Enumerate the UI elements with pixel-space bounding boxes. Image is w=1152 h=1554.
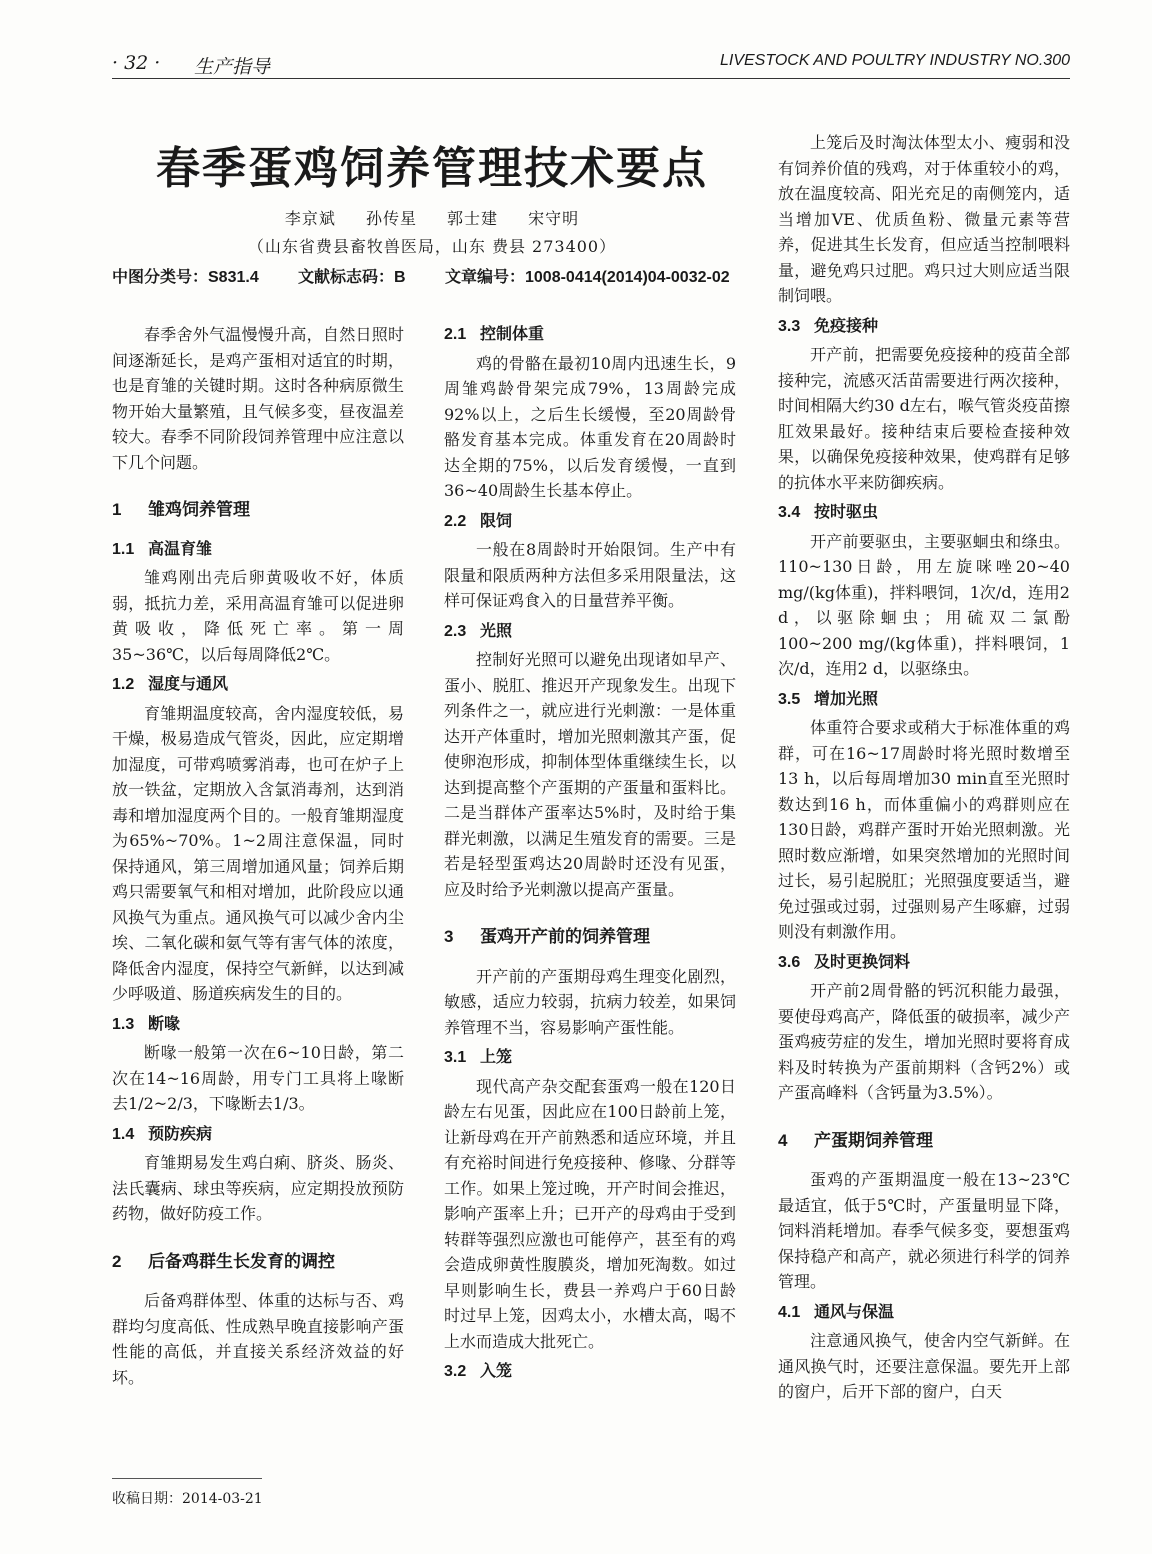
subsection-number: 1.1 xyxy=(112,540,135,558)
subsection-number: 2.3 xyxy=(444,622,467,640)
received-date: 收稿日期：2014-03-21 xyxy=(112,1491,263,1507)
column-2 xyxy=(444,322,736,1388)
section-heading xyxy=(112,497,404,523)
subsection-heading xyxy=(112,1012,404,1038)
body-paragraph: 育雏期易发生鸡白痢、脐炎、肠炎、法氏囊病、球虫等疾病，应定期投放预防药物，做好防疫工作。 xyxy=(112,1153,404,1223)
section-number: 3 xyxy=(444,927,454,946)
column-1 xyxy=(112,322,404,1390)
subsection-heading xyxy=(112,537,404,563)
subsection-title: 按时驱虫 xyxy=(814,504,879,521)
subsection-title: 预防疾病 xyxy=(148,1125,213,1143)
affiliation: （山东省费县畜牧兽医局，山东 费县 273400） xyxy=(247,237,617,256)
subsection-heading xyxy=(444,509,736,535)
subsection-number: 1.3 xyxy=(112,1015,135,1033)
authors: 李京斌 孙传星 郭士建 宋守明 xyxy=(284,209,580,228)
subsection-number: 3.3 xyxy=(778,317,801,335)
subsection-heading xyxy=(778,500,1070,526)
subsection-heading xyxy=(778,950,1070,976)
subsection-title: 控制体重 xyxy=(480,326,545,343)
body-paragraph: 现代高产杂交配套蛋鸡一般在120日龄左右见蛋，因此应在100日龄前上笼，让新母鸡在开产前熟悉和适应环境，并且有充裕时间进行免疫接种、修喙、分群等工作。如果上笼过晚，开产时间会推迟，影响产蛋率上升；已开产的母鸡由于受到转群等强烈应激也可能停产，甚至有的鸡会造成卵黄性腹膜炎，增加死淘数。如过早则影响生长，费县一养鸡户于60日龄时过早上笼，因鸡太小，水槽太高，喝不上水而造成大批死亡。 xyxy=(444,1076,736,1351)
subsection-title: 光照 xyxy=(480,622,513,640)
body-paragraph: 控制好光照可以避免出现诸如早产、蛋小、脱肛、推迟开产现象发生。出现下列条件之一，就应进行光刺激：一是体重达开产体重时，增加光照刺激其产蛋，促使卵泡形成，抑制体型体重继续生长，以达到提高整个产蛋期的产蛋量和蛋料比。二是当群体产蛋率达5%时，及时给于集群光刺激，以满足生殖发育的需要。三是若是轻型蛋鸡达20周龄时还没有见蛋，应及时给予光刺激以提高产蛋量。 xyxy=(444,650,736,899)
subsection-number: 3.6 xyxy=(778,953,801,971)
section-title: 蛋鸡开产前的饲养管理 xyxy=(480,927,650,946)
article-number: 文章编号：1008-0414(2014)04-0032-02 xyxy=(445,269,730,286)
column-3 xyxy=(778,130,1070,1405)
subsection-heading xyxy=(778,314,1070,340)
page-number: · 32 · xyxy=(112,52,161,74)
section-title: 产蛋期饲养管理 xyxy=(814,1130,933,1150)
body-paragraph: 育雏期温度较高，舍内湿度较低，易干燥，极易造成气管炎，因此，应定期增加湿度，可带鸡喷雾消毒，也可在炉子上放一铁盆，定期放入含氯消毒剂，达到消毒和增加湿度两个目的。一般育雏期湿度为65%~70%。1~2周注意保温，同时保持通风，第三周增加通风量；饲养后期鸡只需要氧气和相对增加，此阶段应以通风换气为重点。通风换气可以减少舍内尘埃、二氧化碳和氨气等有害气体的浓度，降低舍内湿度，保持空气新鲜，以达到减少呼吸道、肠道疾病发生的目的。 xyxy=(112,703,404,1003)
body-paragraph: 注意通风换气，使舍内空气新鲜。在通风换气时，还要注意保温。要先开上部的窗户，后开下部的窗户，白天 xyxy=(778,1331,1070,1401)
body-paragraph: 蛋鸡的产蛋期温度一般在13~23℃最适宜，低于5℃时，产蛋量明显下降，饲料消耗增加。春季气候多变，要想蛋鸡保持稳产和高产，就必须进行科学的饲养管理。 xyxy=(778,1170,1070,1291)
document-code: 文献标志码：B xyxy=(298,269,406,286)
section-title: 后备鸡群生长发育的调控 xyxy=(148,1251,335,1271)
subsection-number: 1.4 xyxy=(112,1125,135,1143)
section-heading xyxy=(444,924,736,950)
article-title: 春季蛋鸡饲养管理技术要点 xyxy=(156,144,708,193)
body-paragraph: 上笼后及时淘汰体型太小、瘦弱和没有饲养价值的残鸡，对于体重较小的鸡，放在温度较高、阳光充足的南侧笼内，适当增加VE、优质鱼粉、微量元素等营养，促进其生长发育，但应适当控制喂料量，避免鸡只过肥。鸡只过大则应适当限制饲喂。 xyxy=(778,133,1070,305)
section-heading xyxy=(112,1249,404,1275)
subsection-title: 入笼 xyxy=(480,1363,513,1380)
header-rule xyxy=(112,78,1070,79)
subsection-number: 3.5 xyxy=(778,690,801,708)
intro-paragraph: 春季舍外气温慢慢升高，自然日照时间逐渐延长，是鸡产蛋相对适宜的时期，也是育雏的关键时期。这时各种病原微生物开始大量繁殖，且气候多变，昼夜温差较大。春季不同阶段饲养管理中应注意以下几个问题。 xyxy=(112,325,404,472)
journal-name: LIVESTOCK AND POULTRY INDUSTRY NO.300 xyxy=(719,52,1070,69)
body-paragraph: 一般在8周龄时开始限饲。生产中有限量和限质两种方法但多采用限量法，这样可保证鸡食入的日量营养平衡。 xyxy=(444,540,736,610)
subsection-heading xyxy=(778,1300,1070,1326)
subsection-title: 湿度与通风 xyxy=(148,676,229,693)
subsection-title: 增加光照 xyxy=(814,690,879,708)
body-paragraph: 雏鸡刚出壳后卵黄吸收不好，体质弱，抵抗力差，采用高温育雏可以促进卵黄吸收，降低死亡率。第一周35~36℃，以后每周降低2℃。 xyxy=(112,568,404,664)
subsection-heading xyxy=(444,322,736,348)
subsection-heading xyxy=(112,672,404,698)
subsection-number: 2.2 xyxy=(444,512,467,530)
body-paragraph: 鸡的骨骼在最初10周内迅速生长，9周雏鸡龄骨架完成79%，13周龄完成92%以上，之后生长缓慢，至20周龄骨骼发育基本完成。体重发育在20周龄时达全期的75%，以后发育缓慢，一直到36~40周龄生长基本停止。 xyxy=(444,353,736,500)
footnote-rule xyxy=(112,1478,262,1479)
subsection-heading xyxy=(444,619,736,645)
running-header xyxy=(112,52,1070,78)
body-paragraph: 后备鸡群体型、体重的达标与否、鸡群均匀度高低、性成熟早晚直接影响产蛋性能的高低，并直接关系经济效益的好坏。 xyxy=(112,1291,404,1387)
section-label: 生产指导 xyxy=(194,56,271,78)
subsection-title: 通风与保温 xyxy=(814,1303,895,1321)
subsection-heading xyxy=(112,1122,404,1148)
subsection-heading xyxy=(778,687,1070,713)
subsection-heading xyxy=(444,1359,736,1385)
subsection-number: 2.1 xyxy=(444,326,467,343)
section-heading xyxy=(778,1128,1070,1154)
subsection-title: 上笼 xyxy=(480,1049,513,1066)
clc-number: 中图分类号：S831.4 xyxy=(112,269,259,286)
subsection-title: 限饲 xyxy=(480,512,513,530)
body-paragraph: 开产前，把需要免疫接种的疫苗全部接种完，流感灭活苗需要进行两次接种，时间相隔大约30 d左右，喉气管炎疫苗擦肛效果最好。接种结束后要检查接种效果，以确保免疫接种效果，使鸡群有足够的抗体水平来防御疾病。 xyxy=(778,345,1070,492)
subsection-number: 3.1 xyxy=(444,1049,467,1066)
subsection-heading xyxy=(444,1045,736,1071)
subsection-number: 4.1 xyxy=(778,1303,801,1321)
section-number: 4 xyxy=(778,1130,788,1150)
subsection-title: 及时更换饲料 xyxy=(814,953,911,971)
subsection-number: 3.2 xyxy=(444,1363,467,1380)
subsection-title: 断喙 xyxy=(148,1015,181,1033)
body-paragraph: 开产前要驱虫，主要驱蛔虫和绦虫。110~130日龄，用左旋咪唑20~40 mg/(kg体重)，拌料喂饲，1次/d，连用2 d，以驱除蛔虫；用硫双二氯酚100~200 mg/(kg体重)，拌料喂饲，1次/d，连用2 d，以驱绦虫。 xyxy=(778,531,1070,678)
subsection-title: 高温育雏 xyxy=(148,540,213,558)
subsection-number: 1.2 xyxy=(112,676,135,693)
body-paragraph: 体重符合要求或稍大于标准体重的鸡群，可在16~17周龄时将光照时数增至13 h，以后每周增加30 min直至光照时数达到16 h，而体重偏小的鸡群则应在130日龄，鸡群产蛋时开始光照刺激。光照时数应渐增，如果突然增加的光照时间过长，易引起脱肛；光照强度要适当，避免过强或过弱，过强则易产生啄癖，过弱则没有刺激作用。 xyxy=(778,718,1070,941)
body-paragraph: 开产前2周骨骼的钙沉积能力最强，要使母鸡高产，降低蛋的破损率，减少产蛋鸡疲劳症的发生，增加光照时要将育成料及时转换为产蛋前期料（含钙2%）或产蛋高峰料（含钙量为3.5%）。 xyxy=(778,981,1070,1102)
section-title: 雏鸡饲养管理 xyxy=(148,500,250,519)
body-paragraph: 断喙一般第一次在6~10日龄，第二次在14~16周龄，用专门工具将上喙断去1/2~2/3，下喙断去1/3。 xyxy=(112,1043,404,1113)
section-number: 1 xyxy=(112,500,122,519)
subsection-title: 免疫接种 xyxy=(814,317,879,335)
body-paragraph: 开产前的产蛋期母鸡生理变化剧烈，敏感，适应力较弱，抗病力较差，如果饲养管理不当，容易影响产蛋性能。 xyxy=(444,966,736,1037)
section-number: 2 xyxy=(112,1251,122,1271)
subsection-number: 3.4 xyxy=(778,504,801,521)
